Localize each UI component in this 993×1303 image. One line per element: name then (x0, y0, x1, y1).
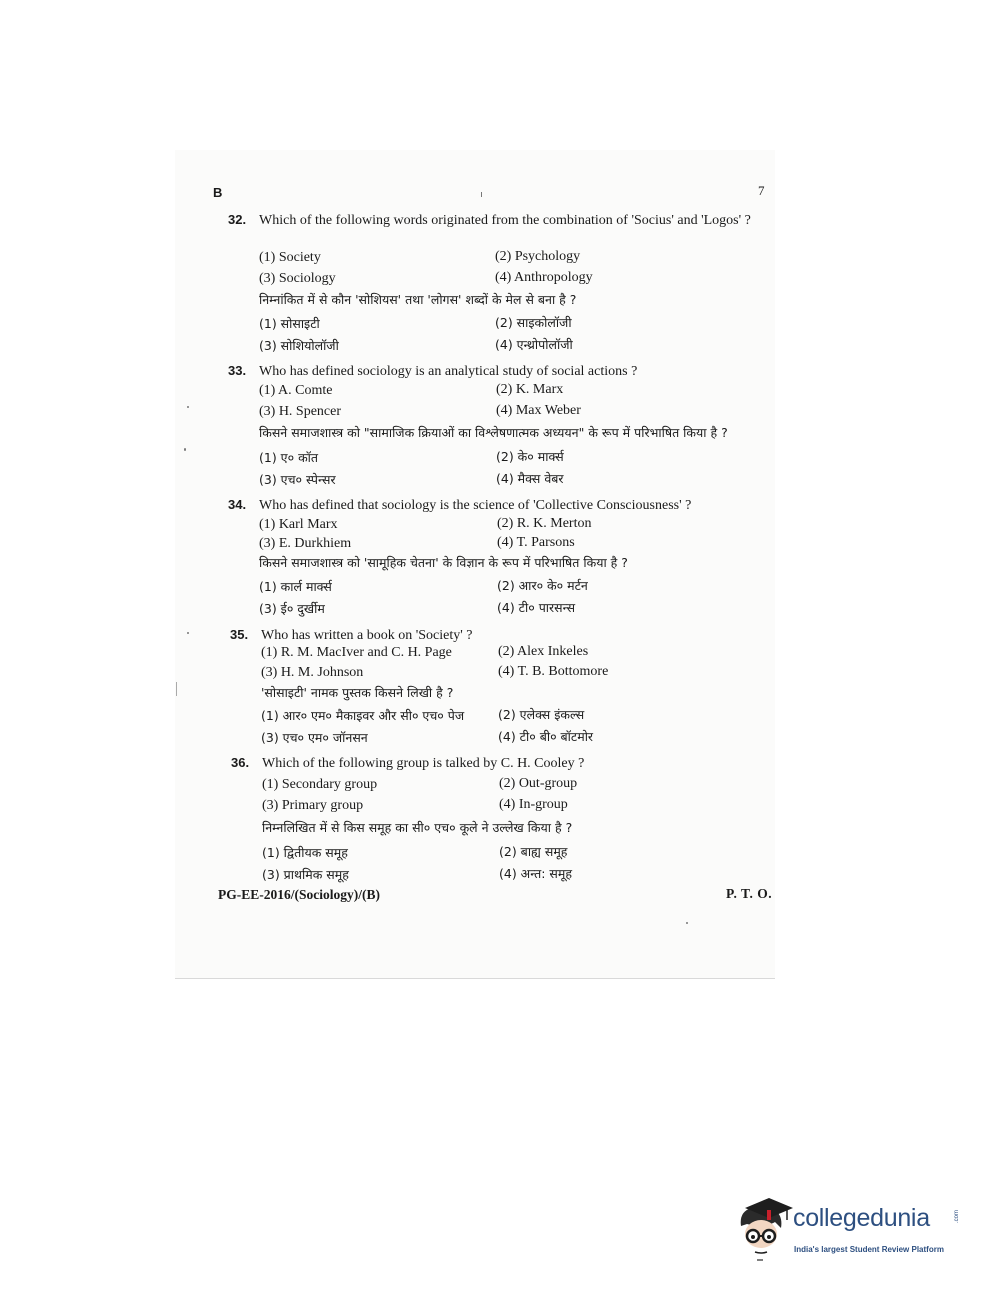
option-1-hi: (1) द्वितीयक समूह (262, 845, 348, 860)
option-3-en: (3) H. Spencer (259, 404, 342, 419)
brand-domain-suffix: .com (954, 1210, 960, 1224)
question-number: 34. (228, 497, 247, 512)
option-4-hi: (4) अन्त: समूह (499, 866, 572, 881)
option-2-hi: (2) साइकोलॉजी (495, 315, 572, 330)
option-2-en: (2) Psychology (495, 249, 581, 264)
option-2-hi: (2) बाह्य समूह (499, 844, 568, 859)
option-4-en: (4) In-group (499, 797, 568, 812)
question-text-hi: किसने समाजशास्त्र को "सामाजिक क्रियाओं का विश्लेषणात्मक अध्ययन" के रूप में परिभाषित किया है ? (259, 425, 728, 440)
option-1-hi: (1) ए० कॉत (259, 450, 319, 465)
option-2-en: (2) Alex Inkeles (498, 644, 589, 659)
scan-speck (187, 632, 189, 634)
question-text-en: Who has defined sociology is an analytical study of social actions ? (259, 364, 638, 379)
option-2-hi: (2) के० मार्क्स (496, 449, 564, 464)
option-2-hi: (2) एलेक्स इंकल्स (498, 707, 585, 722)
option-3-en: (3) H. M. Johnson (261, 665, 364, 680)
option-3-hi: (3) प्राथमिक समूह (262, 867, 349, 882)
option-1-en: (1) R. M. MacIver and C. H. Page (261, 645, 452, 660)
option-4-hi: (4) टी० पारसन्स (497, 600, 576, 615)
option-4-hi: (4) एन्थ्रोपोलॉजी (495, 337, 573, 352)
option-1-en: (1) Karl Marx (259, 517, 338, 532)
question-text-hi: निम्नांकित में से कौन 'सोशियस' तथा 'लोगस' शब्दों के मेल से बना है ? (259, 292, 577, 307)
option-1-en: (1) A. Comte (259, 383, 333, 398)
brand-name: collegedunia (793, 1204, 930, 1232)
option-1-en: (1) Society (259, 250, 321, 265)
scan-speck (176, 682, 177, 696)
mascot-graduation-cap-icon (735, 1196, 793, 1262)
option-2-en: (2) K. Marx (496, 382, 564, 397)
question-text-en: Which of the following words originated from the combination of 'Socius' and 'Logos' ? (259, 213, 751, 228)
pto-label: P. T. O. (726, 886, 773, 901)
option-3-en: (3) Primary group (262, 798, 364, 813)
option-1-hi: (1) आर० एम० मैकाइवर और सी० एच० पेज (261, 708, 465, 723)
option-2-en: (2) Out-group (499, 776, 578, 791)
question-number: 35. (230, 627, 249, 642)
option-3-hi: (3) सोशियोलॉजी (259, 338, 339, 353)
option-4-hi: (4) टी० बी० बॉटमोर (498, 729, 594, 744)
question-text-en: Which of the following group is talked by C. H. Cooley ? (262, 756, 585, 771)
option-4-en: (4) Max Weber (496, 403, 581, 418)
question-text-hi: 'सोसाइटी' नामक पुस्तक किसने लिखी है ? (261, 685, 454, 700)
scan-speck (481, 192, 482, 197)
option-4-en: (4) Anthropology (495, 270, 593, 285)
scan-speck (686, 922, 688, 924)
question-number: 33. (228, 363, 247, 378)
question-text-en: Who has defined that sociology is the science of 'Collective Consciousness' ? (259, 498, 692, 513)
brand-tagline: India's largest Student Review Platform (794, 1245, 944, 1254)
option-3-hi: (3) ई० दुर्खीम (259, 601, 325, 616)
question-number: 36. (231, 755, 250, 770)
option-3-hi: (3) एच० स्पेन्सर (259, 472, 336, 487)
question-text-en: Who has written a book on 'Society' ? (261, 628, 473, 643)
option-3-hi: (3) एच० एम० जॉनसन (261, 730, 368, 745)
option-4-hi: (4) मैक्स वेबर (496, 471, 564, 486)
question-text-hi: निम्नलिखित में से किस समूह का सी० एच० कूले ने उल्लेख किया है ? (262, 820, 573, 835)
scan-speck (184, 448, 186, 451)
exam-code: PG-EE-2016/(Sociology)/(B) (218, 887, 380, 902)
option-1-hi: (1) सोसाइटी (259, 316, 320, 331)
collegedunia-logo (735, 1196, 965, 1262)
option-1-en: (1) Secondary group (262, 777, 378, 792)
question-number: 32. (228, 212, 247, 227)
option-3-en: (3) Sociology (259, 271, 336, 286)
option-2-en: (2) R. K. Merton (497, 516, 592, 531)
option-2-hi: (2) आर० के० मर्टन (497, 578, 588, 593)
question-series: B (213, 185, 223, 200)
option-4-en: (4) T. Parsons (497, 535, 575, 550)
question-text-hi: किसने समाजशास्त्र को 'सामूहिक चेतना' के विज्ञान के रूप में परिभाषित किया है ? (259, 555, 628, 570)
option-1-hi: (1) कार्ल मार्क्स (259, 579, 332, 594)
option-3-en: (3) E. Durkhiem (259, 536, 352, 551)
option-4-en: (4) T. B. Bottomore (498, 664, 609, 679)
page-number: 7 (758, 183, 765, 198)
scan-speck (187, 406, 189, 408)
